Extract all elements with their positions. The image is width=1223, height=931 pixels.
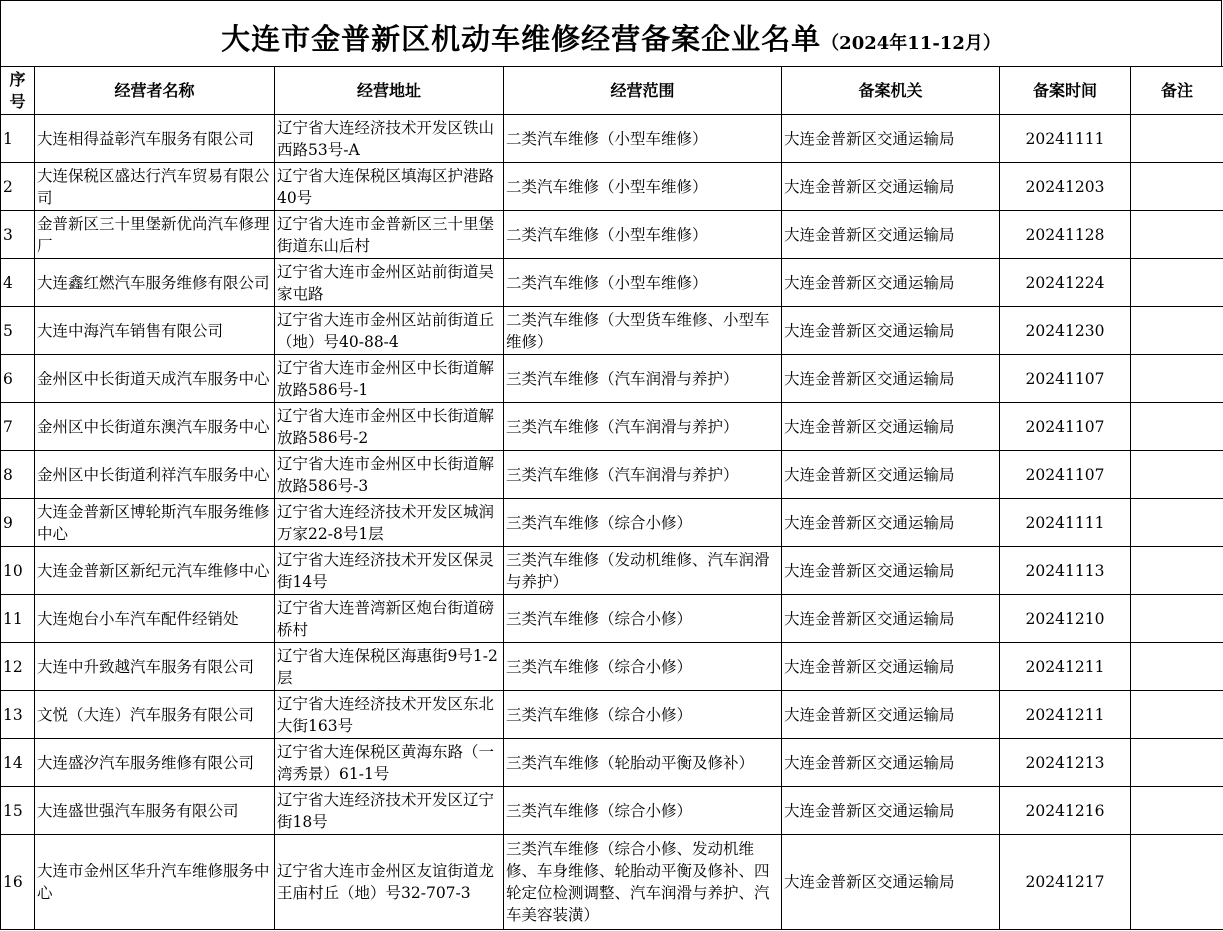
filing-date-cell: 20241107	[1000, 403, 1131, 451]
remark-cell	[1131, 739, 1223, 787]
operator-name-cell: 大连中升致越汽车服务有限公司	[35, 643, 275, 691]
address-cell: 辽宁省大连市金州区中长街道解放路586号-1	[275, 355, 504, 403]
filing-date-cell: 20241230	[1000, 307, 1131, 355]
business-scope-cell: 二类汽车维修（小型车维修）	[504, 211, 782, 259]
header-scope: 经营范围	[504, 67, 782, 115]
business-scope-cell: 三类汽车维修（综合小修）	[504, 499, 782, 547]
operator-name-cell: 大连相得益彰汽车服务有限公司	[35, 115, 275, 163]
filing-date-cell: 20241213	[1000, 739, 1131, 787]
filing-date-cell: 20241111	[1000, 499, 1131, 547]
row-index-cell: 1	[1, 115, 35, 163]
address-cell: 辽宁省大连市金州区友谊街道龙王庙村丘（地）号32-707-3	[275, 835, 504, 930]
authority-cell: 大连金普新区交通运输局	[782, 739, 1000, 787]
table-row	[1, 403, 1223, 451]
header-index: 序号	[1, 67, 35, 115]
address-cell: 辽宁省大连经济技术开发区保灵街14号	[275, 547, 504, 595]
filing-date-cell: 20241111	[1000, 115, 1131, 163]
table-row	[1, 307, 1223, 355]
remark-cell	[1131, 787, 1223, 835]
row-index-cell: 11	[1, 595, 35, 643]
title-row	[0, 0, 1222, 66]
table-row	[1, 355, 1223, 403]
address-cell: 辽宁省大连经济技术开发区铁山西路53号-A	[275, 115, 504, 163]
row-index-cell: 10	[1, 547, 35, 595]
row-index-cell: 13	[1, 691, 35, 739]
address-cell: 辽宁省大连市金州区站前街道丘（地）号40-88-4	[275, 307, 504, 355]
remark-cell	[1131, 259, 1223, 307]
table-row	[1, 163, 1223, 211]
remark-cell	[1131, 451, 1223, 499]
authority-cell: 大连金普新区交通运输局	[782, 499, 1000, 547]
filing-date-cell: 20241217	[1000, 835, 1131, 930]
address-cell: 辽宁省大连保税区海惠街9号1-2层	[275, 643, 504, 691]
remark-cell	[1131, 307, 1223, 355]
row-index-cell: 2	[1, 163, 35, 211]
operator-name-cell: 金州区中长街道东澳汽车服务中心	[35, 403, 275, 451]
operator-name-cell: 大连金普新区博轮斯汽车服务维修中心	[35, 499, 275, 547]
filing-date-cell: 20241128	[1000, 211, 1131, 259]
table-row	[1, 547, 1223, 595]
operator-name-cell: 大连金普新区新纪元汽车维修中心	[35, 547, 275, 595]
business-scope-cell: 二类汽车维修（小型车维修）	[504, 259, 782, 307]
business-scope-cell: 三类汽车维修（综合小修）	[504, 787, 782, 835]
table-row	[1, 115, 1223, 163]
address-cell: 辽宁省大连普湾新区炮台街道磅桥村	[275, 595, 504, 643]
remark-cell	[1131, 115, 1223, 163]
filing-date-cell: 20241113	[1000, 547, 1131, 595]
address-cell: 辽宁省大连市金州区中长街道解放路586号-2	[275, 403, 504, 451]
page-subtitle: （2024年11-12月）	[821, 33, 1001, 54]
business-scope-cell: 二类汽车维修（小型车维修）	[504, 115, 782, 163]
filing-date-cell: 20241107	[1000, 451, 1131, 499]
header-authority: 备案机关	[782, 67, 1000, 115]
row-index-cell: 9	[1, 499, 35, 547]
header-name: 经营者名称	[35, 67, 275, 115]
table-row	[1, 643, 1223, 691]
row-index-cell: 12	[1, 643, 35, 691]
remark-cell	[1131, 211, 1223, 259]
business-scope-cell: 三类汽车维修（综合小修、发动机维修、车身维修、轮胎动平衡及修补、四轮定位检测调整、汽车润滑与养护、汽车美容装潢）	[504, 835, 782, 930]
business-scope-cell: 三类汽车维修（汽车润滑与养护）	[504, 355, 782, 403]
remark-cell	[1131, 691, 1223, 739]
authority-cell: 大连金普新区交通运输局	[782, 547, 1000, 595]
operator-name-cell: 金州区中长街道天成汽车服务中心	[35, 355, 275, 403]
filing-date-cell: 20241203	[1000, 163, 1131, 211]
row-index-cell: 14	[1, 739, 35, 787]
business-scope-cell: 三类汽车维修（综合小修）	[504, 691, 782, 739]
header-remark: 备注	[1131, 67, 1223, 115]
operator-name-cell: 大连中海汽车销售有限公司	[35, 307, 275, 355]
address-cell: 辽宁省大连保税区黄海东路（一湾秀景）61-1号	[275, 739, 504, 787]
business-scope-cell: 三类汽车维修（综合小修）	[504, 595, 782, 643]
row-index-cell: 5	[1, 307, 35, 355]
table-row	[1, 787, 1223, 835]
address-cell: 辽宁省大连保税区填海区护港路40号	[275, 163, 504, 211]
address-cell: 辽宁省大连市金普新区三十里堡街道东山后村	[275, 211, 504, 259]
operator-name-cell: 金普新区三十里堡新优尚汽车修理厂	[35, 211, 275, 259]
business-scope-cell: 三类汽车维修（汽车润滑与养护）	[504, 451, 782, 499]
address-cell: 辽宁省大连经济技术开发区城润万家22-8号1层	[275, 499, 504, 547]
authority-cell: 大连金普新区交通运输局	[782, 451, 1000, 499]
authority-cell: 大连金普新区交通运输局	[782, 643, 1000, 691]
table-row	[1, 499, 1223, 547]
business-scope-cell: 三类汽车维修（轮胎动平衡及修补）	[504, 739, 782, 787]
filing-date-cell: 20241210	[1000, 595, 1131, 643]
operator-name-cell: 大连炮台小车汽车配件经销处	[35, 595, 275, 643]
row-index-cell: 4	[1, 259, 35, 307]
business-scope-cell: 三类汽车维修（汽车润滑与养护）	[504, 403, 782, 451]
row-index-cell: 15	[1, 787, 35, 835]
table-row	[1, 739, 1223, 787]
row-index-cell: 8	[1, 451, 35, 499]
table-row	[1, 451, 1223, 499]
operator-name-cell: 大连盛汐汽车服务维修有限公司	[35, 739, 275, 787]
operator-name-cell: 大连市金州区华升汽车维修服务中心	[35, 835, 275, 930]
header-address: 经营地址	[275, 67, 504, 115]
row-index-cell: 7	[1, 403, 35, 451]
registration-table	[0, 66, 1223, 930]
business-scope-cell: 二类汽车维修（大型货车维修、小型车维修）	[504, 307, 782, 355]
authority-cell: 大连金普新区交通运输局	[782, 163, 1000, 211]
business-scope-cell: 二类汽车维修（小型车维修）	[504, 163, 782, 211]
table-row	[1, 259, 1223, 307]
authority-cell: 大连金普新区交通运输局	[782, 403, 1000, 451]
remark-cell	[1131, 595, 1223, 643]
remark-cell	[1131, 163, 1223, 211]
authority-cell: 大连金普新区交通运输局	[782, 787, 1000, 835]
table-row	[1, 835, 1223, 930]
row-index-cell: 6	[1, 355, 35, 403]
operator-name-cell: 大连保税区盛达行汽车贸易有限公司	[35, 163, 275, 211]
address-cell: 辽宁省大连经济技术开发区辽宁街18号	[275, 787, 504, 835]
operator-name-cell: 大连盛世强汽车服务有限公司	[35, 787, 275, 835]
remark-cell	[1131, 835, 1223, 930]
page-title: 大连市金普新区机动车维修经营备案企业名单	[221, 22, 822, 56]
filing-date-cell: 20241224	[1000, 259, 1131, 307]
row-index-cell: 3	[1, 211, 35, 259]
business-scope-cell: 三类汽车维修（发动机维修、汽车润滑与养护）	[504, 547, 782, 595]
filing-date-cell: 20241211	[1000, 643, 1131, 691]
business-scope-cell: 三类汽车维修（综合小修）	[504, 643, 782, 691]
table-row	[1, 211, 1223, 259]
remark-cell	[1131, 403, 1223, 451]
authority-cell: 大连金普新区交通运输局	[782, 595, 1000, 643]
operator-name-cell: 大连鑫红燃汽车服务维修有限公司	[35, 259, 275, 307]
operator-name-cell: 金州区中长街道利祥汽车服务中心	[35, 451, 275, 499]
table-row	[1, 595, 1223, 643]
authority-cell: 大连金普新区交通运输局	[782, 259, 1000, 307]
filing-date-cell: 20241107	[1000, 355, 1131, 403]
remark-cell	[1131, 643, 1223, 691]
address-cell: 辽宁省大连经济技术开发区东北大街163号	[275, 691, 504, 739]
row-index-cell: 16	[1, 835, 35, 930]
authority-cell: 大连金普新区交通运输局	[782, 355, 1000, 403]
operator-name-cell: 文悦（大连）汽车服务有限公司	[35, 691, 275, 739]
authority-cell: 大连金普新区交通运输局	[782, 115, 1000, 163]
address-cell: 辽宁省大连市金州区中长街道解放路586号-3	[275, 451, 504, 499]
table-body	[1, 115, 1223, 930]
remark-cell	[1131, 499, 1223, 547]
remark-cell	[1131, 355, 1223, 403]
authority-cell: 大连金普新区交通运输局	[782, 211, 1000, 259]
title-block	[1, 17, 1221, 58]
table-row	[1, 691, 1223, 739]
header-row	[1, 67, 1223, 115]
address-cell: 辽宁省大连市金州区站前街道吴家屯路	[275, 259, 504, 307]
filing-date-cell: 20241216	[1000, 787, 1131, 835]
authority-cell: 大连金普新区交通运输局	[782, 691, 1000, 739]
authority-cell: 大连金普新区交通运输局	[782, 835, 1000, 930]
remark-cell	[1131, 547, 1223, 595]
filing-date-cell: 20241211	[1000, 691, 1131, 739]
header-date: 备案时间	[1000, 67, 1131, 115]
authority-cell: 大连金普新区交通运输局	[782, 307, 1000, 355]
